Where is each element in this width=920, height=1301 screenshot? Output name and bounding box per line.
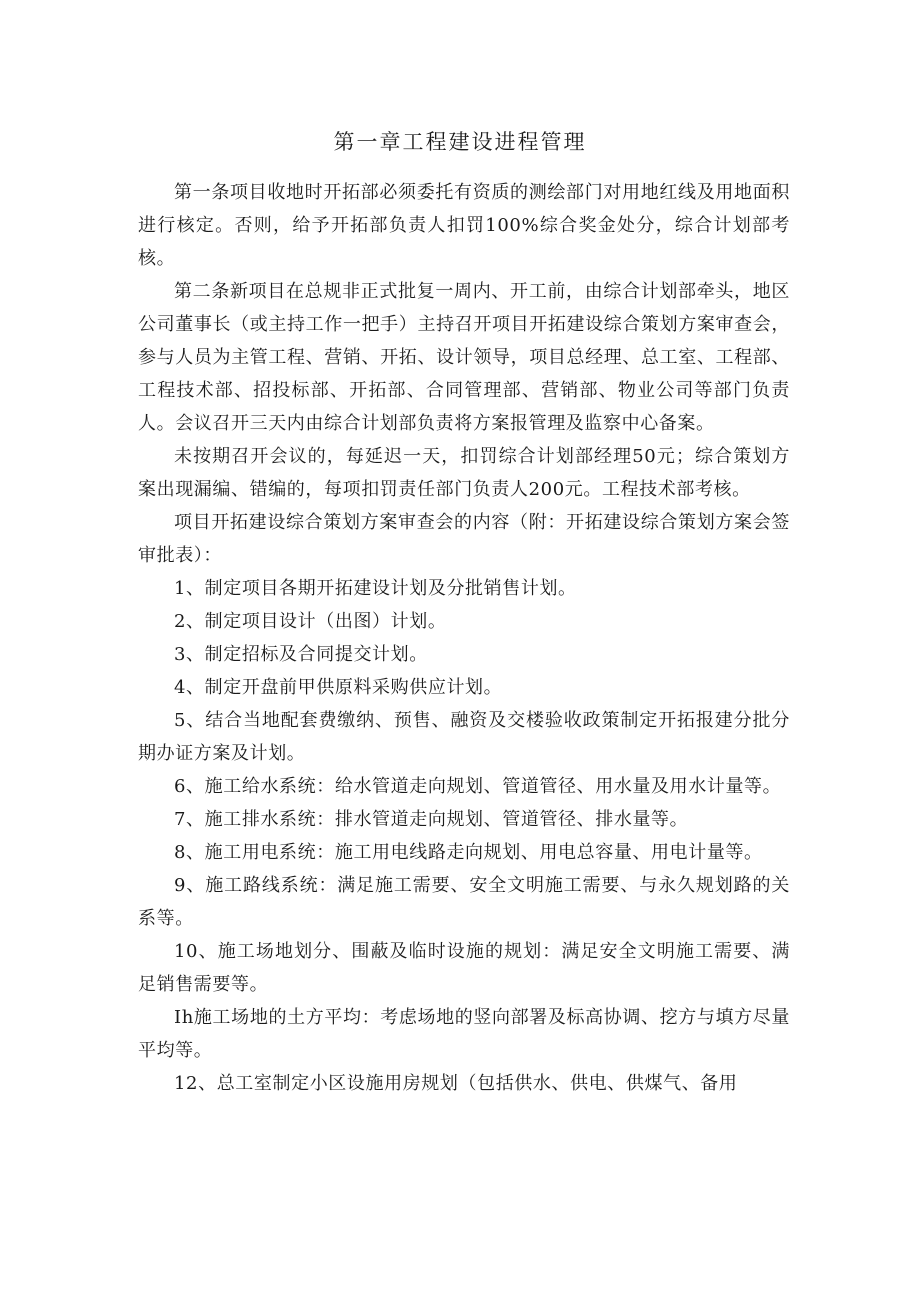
list-item: 6、施工给水系统：给水管道走向规划、管道管径、用水量及用水计量等。 — [174, 776, 782, 797]
list-item: 4、制定开盘前甲供原料采购供应计划。 — [174, 677, 503, 698]
list-item: 2、制定项目设计（出图）计划。 — [174, 611, 447, 632]
paragraph-meeting-content: 项目开拓建设综合策划方案审查会的内容（附：开拓建设综合策划方案会签审批表）： — [138, 512, 790, 566]
list-item: 7、施工排水系统：排水管道走向规划、管道管径、排水量等。 — [174, 809, 689, 830]
list-item: 9、施工路线系统：满足施工需要、安全文明施工需要、与永久规划路的关系等。 — [138, 875, 790, 929]
chapter-title: 第一章工程建设进程管理 — [333, 130, 587, 154]
list-item: 10、施工场地划分、围蔽及临时设施的规划：满足安全文明施工需要、满足销售需要等。 — [138, 941, 790, 995]
paragraph-article-1: 第一条项目收地时开拓部必须委托有资质的测绘部门对用地红线及用地面积进行核定。否则，给予开拓部负责人扣罚100%综合奖金处分，综合计划部考核。 — [138, 182, 790, 269]
list-item: 12、总工室制定小区设施用房规划（包括供水、供电、供煤气、备用 — [174, 1073, 738, 1094]
list-item: 1、制定项目各期开拓建设计划及分批销售计划。 — [174, 578, 577, 599]
list-item: 8、施工用电系统：施工用电线路走向规划、用电总容量、用电计量等。 — [174, 842, 763, 863]
list-item: 3、制定招标及合同提交计划。 — [174, 644, 428, 665]
document-body — [138, 176, 790, 1100]
list-item: 5、结合当地配套费缴纳、预售、融资及交楼验收政策制定开拓报建分批分期办证方案及计划。 — [138, 710, 790, 764]
paragraph-penalty: 未按期召开会议的，每延迟一天，扣罚综合计划部经理50元；综合策划方案出现漏编、错编的，每项扣罚责任部门负责人200元。工程技术部考核。 — [138, 446, 790, 500]
paragraph-article-2: 第二条新项目在总规非正式批复一周内、开工前，由综合计划部牵头，地区公司董事长（或主持工作一把手）主持召开项目开拓建设综合策划方案审查会，参与人员为主管工程、营销、开拓、设计领导，项目总经理、总工室、工程部、工程技术部、招投标部、开拓部、合同管理部、营销部、物业公司等部门负责人。会议召开三天内由综合计划部负责将方案报管理及监察中心备案。 — [138, 281, 790, 434]
list-item: Ih施工场地的土方平均：考虑场地的竖向部署及标高协调、挖方与填方尽量平均等。 — [138, 1007, 790, 1061]
